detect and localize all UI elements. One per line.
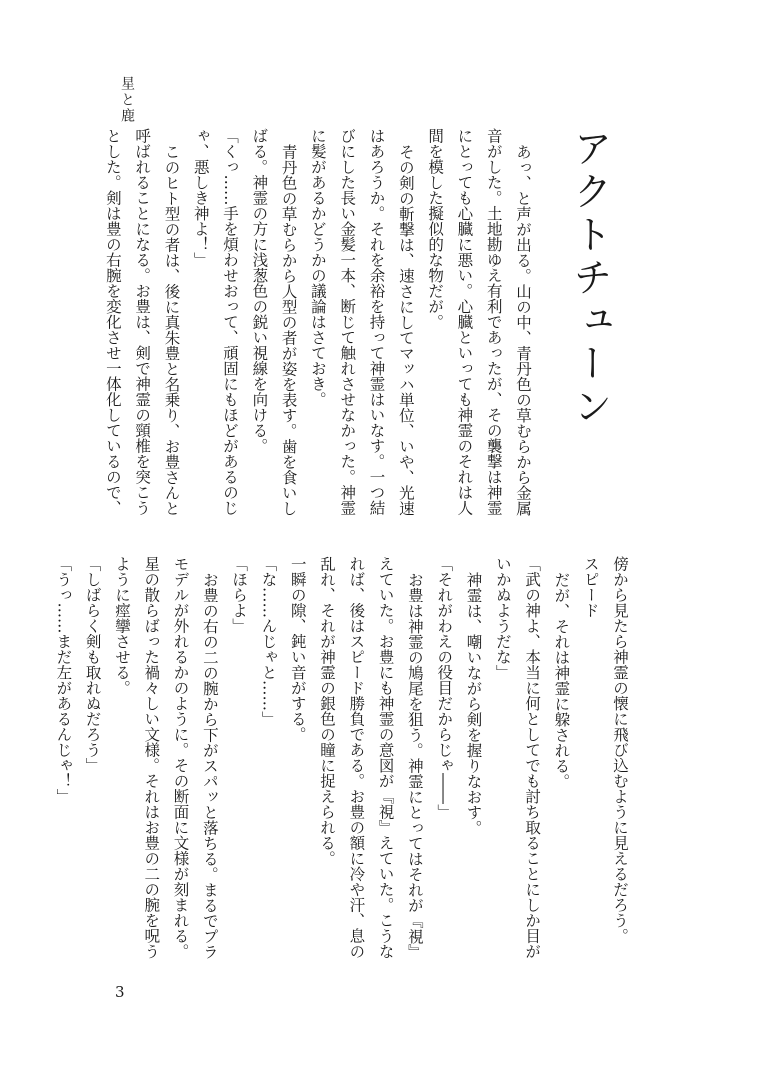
paragraph: だが、それは神霊に躱される。: [552, 571, 571, 789]
paragraph: 「しばらく剣も取れぬだろう」: [83, 556, 102, 773]
paragraph: スピード: [581, 556, 600, 618]
paragraph: 一瞬の隙、鈍い音がする。: [288, 556, 307, 742]
paragraph: お豊の右の二の腕から下がスパッと落ちる。まるでプラモデルが外れるかのように。その断面に文様が刻まれる。星の散らばった禍々しい文様。それはお豊の二の腕を呪うように痙攣させる。: [112, 556, 219, 959]
paragraph: 「武の神よ、本当に何としてでも討ち取ることにしか目がいかぬようだな」: [493, 556, 542, 959]
top-text-block: [103, 128, 613, 523]
paragraph: 神霊は、嘲いながら剣を握りなおす。: [464, 571, 483, 835]
paragraph: このヒト型の者は、後に真朱豊と名乗り、お豊さんと呼ばれることになる。お豊は、剣で神霊の頸椎を突こうとした。剣は豊の右腕を変化させ一体化しているので、: [103, 128, 181, 516]
paragraph: あっ、と声が出る。山の中、青丹色の草むらから金属音がした。土地勘ゆえ有利であったが、その襲撃は神霊にとっても心臓に悪い。心臓といっても神霊のそれは人間を模した擬似的な物だが。: [426, 128, 532, 516]
running-header: 星と鹿: [119, 76, 135, 124]
paragraph: 「それがわえの役目だからじゃ――」: [435, 556, 454, 820]
paragraph: 「うっ……まだ左があるんじゃ！」: [54, 556, 73, 804]
paragraph: 傍から見たら神霊の懐に飛び込むように見えるだろう。: [611, 556, 629, 944]
paragraph: 「ほらよ」: [230, 556, 249, 634]
paragraph: 青丹色の草むらから人型の者が姿を表す。歯を食いしばる。神霊の方に浅葱色の鋭い視線を向ける。: [250, 128, 298, 516]
paragraph: 「な……んじゃと……」: [259, 556, 278, 727]
chapter-title: アクトチューン: [567, 128, 612, 429]
paragraph: お豊は神霊の鳩尾を狙う。神霊にとってはそれが『視』えていた。お豊にも神霊の意図が『視』えていた。こうなれば、後はスピード勝負である。お豊の額に冷や汗、息の乱れ、それが神霊の銀色の瞳に捉えられる。: [318, 556, 424, 959]
paragraph: 「くっ……手を煩わせおって、頑固にもほどがあるのじゃ、悪しき神よ！」: [191, 128, 240, 516]
paragraph: その剣の斬撃は、速さにしてマッハ単位、いや、光速はあろうか。それを余裕を持って神霊はいなす。一つ結びにした長い金髪一本、断じて触れさせなかった。神霊に髪があるかどうかの議論はさておき。: [308, 128, 415, 516]
bottom-text-block: [54, 556, 634, 968]
page-number: 3: [115, 983, 125, 1001]
